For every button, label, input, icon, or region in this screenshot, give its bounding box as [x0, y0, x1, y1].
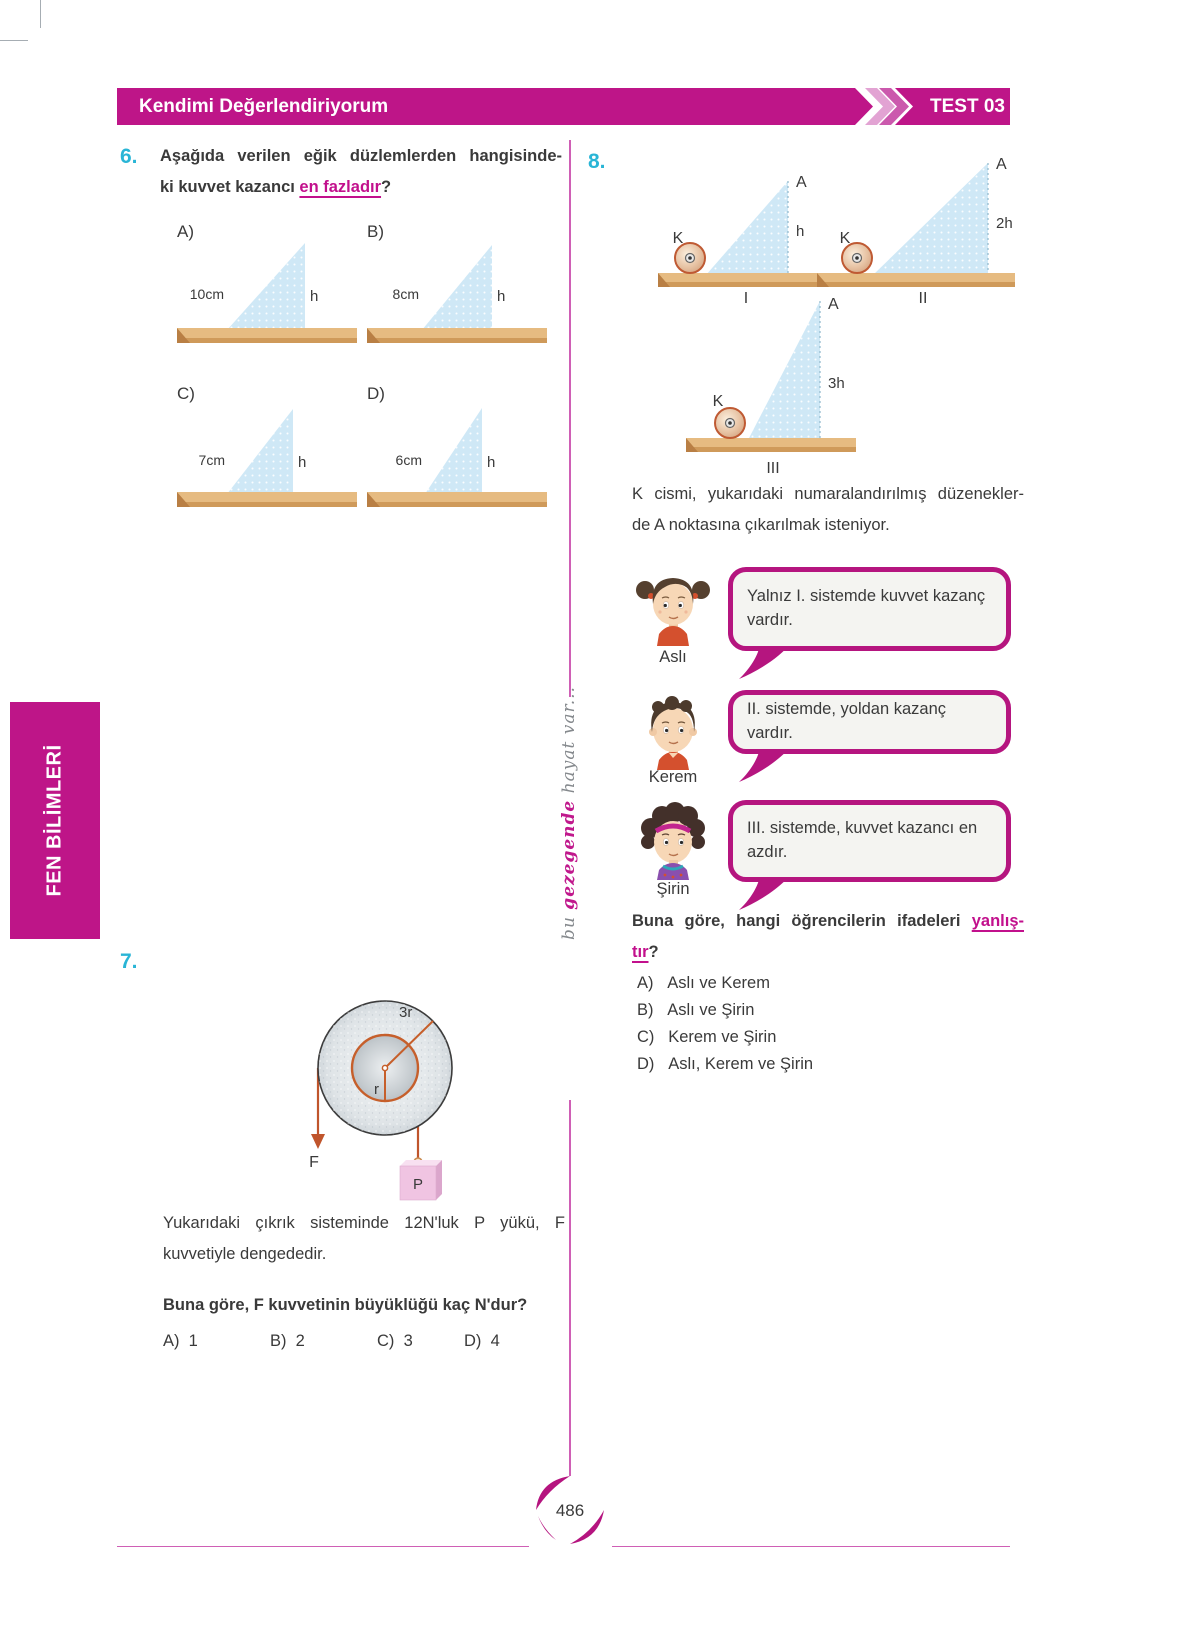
incline-length-label: 6cm	[395, 452, 422, 468]
watermark-highlight: gezegende	[559, 799, 579, 910]
apex-label: A	[828, 296, 839, 313]
header-bar	[117, 88, 845, 125]
q6-option-a-label: A)	[177, 222, 194, 241]
load-label: P	[412, 1176, 424, 1193]
incline-triangle	[422, 245, 492, 330]
force-arrowhead-icon	[311, 1134, 325, 1149]
q8-option-c: C) Kerem ve Şirin	[637, 1028, 777, 1046]
incline-triangle	[873, 163, 988, 275]
q6-incline-figure-a	[172, 233, 362, 351]
incline-length-label: 10cm	[189, 286, 224, 302]
q7-option-b: B) 2	[270, 1332, 305, 1350]
q7-option-d: D) 4	[464, 1332, 500, 1350]
q8-question-highlight1: yanlış-	[971, 912, 1024, 930]
incline-height-label: h	[310, 288, 319, 305]
sirin-avatar	[633, 800, 713, 880]
student-name-asli: Aslı	[659, 648, 687, 666]
q7-text-line2: kuvvetiyle dengededir.	[163, 1245, 327, 1263]
page-number: 486	[555, 1501, 585, 1520]
q6-incline-figure-d	[362, 395, 552, 513]
page-title: Kendimi Değerlendiriyorum	[139, 96, 389, 117]
test-label: TEST 03	[930, 96, 1005, 117]
incline-triangle	[748, 301, 820, 440]
q6-option-d-label: D)	[367, 384, 385, 403]
speech-bubble-kerem: II. sistemde, yoldan kazanç vardır.	[728, 690, 1011, 754]
column-divider-bottom	[569, 1100, 571, 1476]
q7-number: 7.	[120, 950, 138, 973]
q6-number: 6.	[120, 145, 138, 168]
q6-incline-figure-b	[362, 233, 552, 351]
q8-incline-system-2	[805, 138, 1025, 305]
speech-bubble-sirin: III. sistemde, kuvvet kazancı en azdır.	[728, 800, 1011, 882]
student-name-sirin: Şirin	[656, 880, 690, 898]
load-box-side	[436, 1160, 442, 1200]
inner-radius-label: r	[374, 1081, 379, 1098]
q8-desc-line1: K cismi, yukarıdaki numaralandırılmış düzenekler-	[632, 485, 1024, 503]
ball-k-icon	[842, 243, 872, 273]
q8-desc-line2: de A noktasına çıkarılmak isteniyor.	[632, 516, 890, 534]
footer-rule-left	[117, 1546, 529, 1547]
q6-option-c-label: C)	[177, 384, 195, 403]
q7-option-c: C) 3	[377, 1332, 413, 1350]
q6-option-b-label: B)	[367, 222, 384, 241]
ball-k-icon	[715, 408, 745, 438]
sidebar-subject-label: FEN BİLİMLERİ	[43, 744, 66, 897]
incline-height-label: h	[497, 288, 506, 305]
q6-stem-highlight: en fazladır	[299, 178, 382, 196]
asli-avatar	[633, 566, 713, 646]
apex-label: A	[796, 174, 807, 191]
incline-height-label: h	[487, 454, 496, 471]
q6-stem-line2: ki kuvvet kazancı en fazladır?	[160, 178, 392, 196]
q7-question: Buna göre, F kuvvetinin büyüklüğü kaç N'dur?	[163, 1296, 528, 1314]
q8-option-d: D) Aslı, Kerem ve Şirin	[637, 1055, 814, 1073]
q8-question-line1: Buna göre, hangi öğrencilerin ifadeleri yanlış-	[632, 912, 1024, 930]
test-badge	[925, 88, 1010, 125]
speech-bubble-asli: Yalnız I. sistemde kuvvet kazanç vardır.	[728, 567, 1011, 651]
q8-option-b: B) Aslı ve Şirin	[637, 1001, 755, 1019]
incline-height-label: h	[298, 454, 307, 471]
q6-incline-figure-c	[172, 395, 362, 513]
q8-number: 8.	[588, 150, 606, 173]
outer-radius-label: 3r	[399, 1004, 413, 1021]
apex-label: A	[996, 156, 1007, 173]
chevron-arrows-icon	[845, 88, 925, 125]
incline-triangle	[227, 243, 305, 330]
q7-wheel-axle-figure	[283, 953, 488, 1208]
height-label: h	[796, 223, 805, 240]
watermark-prefix: bu	[559, 909, 579, 940]
watermark-suffix: hayat var...	[559, 686, 579, 800]
incline-triangle	[227, 409, 293, 494]
incline-triangle	[425, 408, 482, 494]
q7-text-line1: Yukarıdaki çıkrık sisteminde 12N'luk P yükü, F	[163, 1214, 565, 1232]
watermark-script-text	[559, 678, 585, 948]
footer-rule-right	[612, 1546, 1010, 1547]
system-numeral: II	[918, 290, 928, 305]
page-number-badge	[534, 1474, 606, 1546]
incline-length-label: 8cm	[392, 286, 419, 302]
q8-incline-system-3	[658, 293, 868, 475]
crop-mark-vertical	[40, 0, 41, 28]
force-label: F	[309, 1154, 319, 1171]
ball-label: K	[712, 393, 724, 410]
q8-question-line2: tır?	[632, 943, 659, 961]
incline-triangle	[706, 181, 788, 275]
q8-question-highlight2: tır	[632, 943, 649, 961]
system-numeral: I	[743, 290, 749, 305]
student-name-kerem: Kerem	[648, 768, 698, 786]
ball-label: K	[839, 230, 851, 247]
height-label: 3h	[828, 375, 845, 392]
load-box-top	[400, 1160, 442, 1166]
height-label: 2h	[996, 215, 1013, 232]
ball-label: K	[672, 230, 684, 247]
ball-k-icon	[675, 243, 705, 273]
kerem-avatar	[633, 690, 713, 770]
q6-stem-line1: Aşağıda verilen eğik düzlemlerden hangisinde-	[160, 147, 562, 165]
q7-option-a: A) 1	[163, 1332, 198, 1350]
q8-option-a: A) Aslı ve Kerem	[637, 974, 770, 992]
incline-length-label: 7cm	[198, 452, 225, 468]
column-divider-top	[569, 140, 571, 697]
sidebar-subject-tab	[10, 702, 100, 939]
axle-center	[382, 1065, 387, 1070]
system-numeral: III	[766, 460, 780, 475]
crop-mark-horizontal	[0, 40, 28, 41]
